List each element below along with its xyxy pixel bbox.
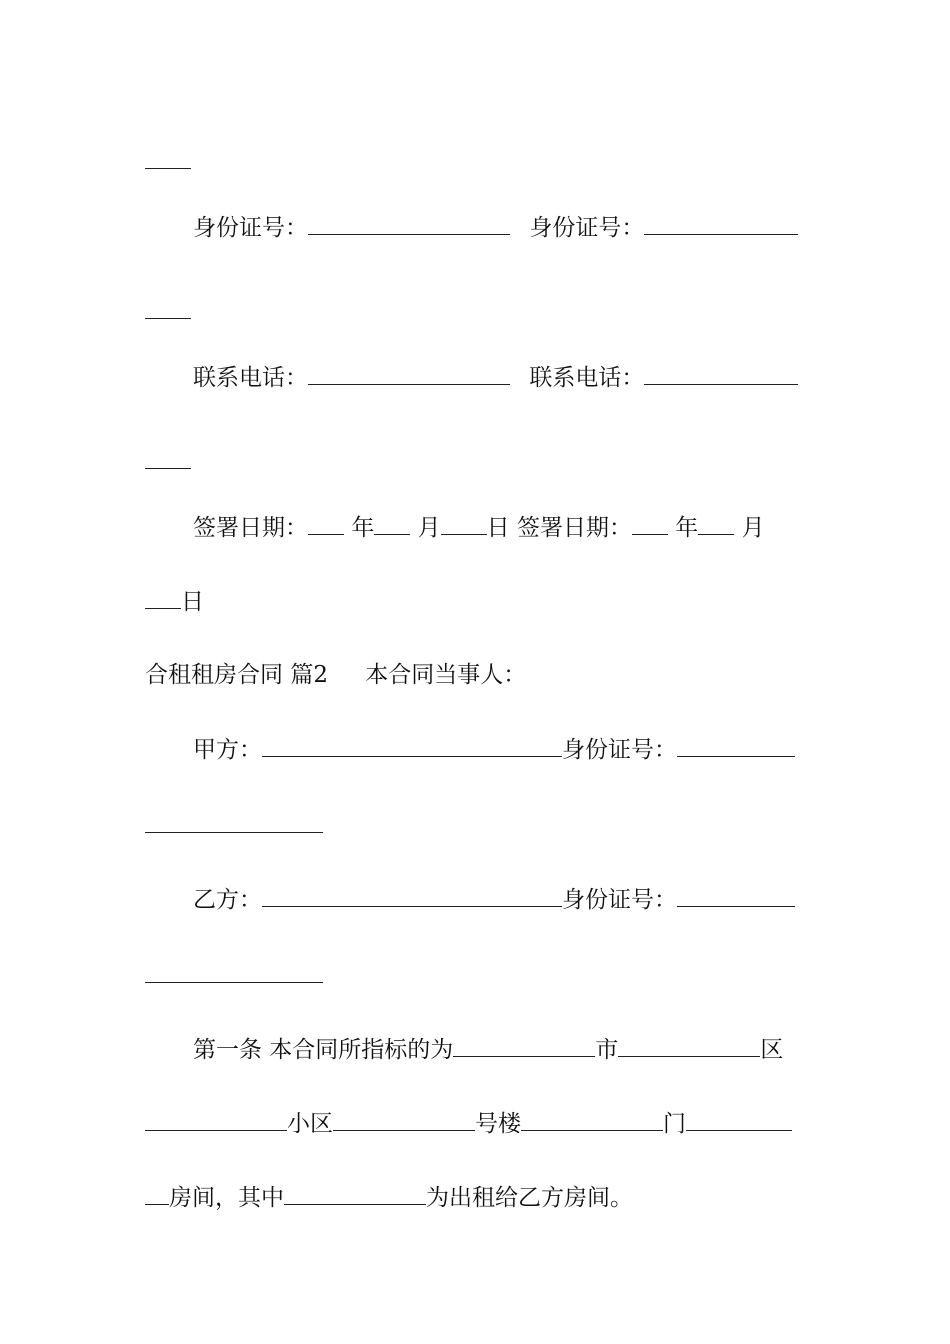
blank-field[interactable]	[145, 144, 191, 169]
day-field-b[interactable]	[145, 584, 181, 609]
month-field-b[interactable]	[698, 510, 734, 535]
party-b-id-continuation	[145, 958, 323, 992]
section-heading	[145, 658, 526, 692]
blank-field[interactable]	[145, 958, 323, 983]
community-label: 小区	[287, 1111, 333, 1137]
year-label: 年	[675, 515, 699, 541]
month-label: 月	[417, 515, 441, 541]
contract-title: 合租租房合同	[145, 662, 283, 688]
article-1-row-3	[145, 1180, 633, 1214]
id-number-field-b[interactable]	[644, 210, 798, 235]
sign-date-label-b: 签署日期：	[516, 515, 632, 541]
id-number-field-a[interactable]	[308, 210, 510, 235]
room-field[interactable]	[686, 1106, 792, 1131]
phone-label-b: 联系电话：	[529, 365, 645, 391]
parties-label: 本合同当事人：	[365, 662, 527, 688]
city-field[interactable]	[453, 1032, 595, 1057]
day-field-a[interactable]	[441, 510, 487, 535]
party-b-id-field[interactable]	[677, 882, 795, 907]
article-1-row-2	[145, 1106, 792, 1140]
rental-room-field[interactable]	[284, 1180, 426, 1205]
building-label: 号楼	[475, 1111, 521, 1137]
phone-field-b[interactable]	[644, 360, 798, 385]
blank-field[interactable]	[145, 444, 191, 469]
continuation-blank-1	[145, 144, 191, 178]
section-number: 篇2	[290, 662, 328, 688]
building-field[interactable]	[333, 1106, 475, 1131]
id-number-label-b: 身份证号：	[529, 215, 645, 241]
district-field[interactable]	[618, 1032, 760, 1057]
community-field[interactable]	[145, 1106, 287, 1131]
party-a-id-label: 身份证号：	[562, 737, 677, 763]
year-field-b[interactable]	[632, 510, 668, 535]
unit-field[interactable]	[521, 1106, 663, 1131]
blank-field[interactable]	[145, 808, 323, 833]
month-field-a[interactable]	[374, 510, 410, 535]
party-a-label: 甲方：	[193, 737, 262, 763]
phone-field-a[interactable]	[308, 360, 510, 385]
unit-label: 门	[663, 1111, 686, 1137]
party-a-row	[193, 732, 795, 766]
party-b-label: 乙方：	[193, 887, 262, 913]
party-b-id-label: 身份证号：	[562, 887, 677, 913]
room-label: 房间，其中	[169, 1185, 284, 1211]
day-label: 日	[486, 515, 510, 541]
party-a-id-continuation	[145, 808, 323, 842]
day-label: 日	[181, 589, 204, 615]
party-b-name-field[interactable]	[262, 882, 562, 907]
rental-tail-text: 为出租给乙方房间。	[426, 1185, 633, 1211]
phone-row	[193, 360, 798, 394]
id-number-label-a: 身份证号：	[193, 215, 308, 241]
article-1-text: 第一条 本合同所指标的为	[193, 1037, 454, 1063]
sign-date-label-a: 签署日期：	[193, 515, 308, 541]
article-1-row-1	[193, 1032, 783, 1066]
month-label: 月	[741, 515, 765, 541]
party-a-name-field[interactable]	[262, 732, 562, 757]
room-field-continuation[interactable]	[145, 1180, 169, 1205]
sign-date-row	[193, 510, 765, 544]
party-a-id-field[interactable]	[677, 732, 795, 757]
continuation-blank-3	[145, 444, 191, 478]
year-label: 年	[351, 515, 375, 541]
id-number-row	[193, 210, 798, 244]
phone-label-a: 联系电话：	[193, 365, 308, 391]
party-b-row	[193, 882, 795, 916]
year-field-a[interactable]	[308, 510, 344, 535]
continuation-blank-2	[145, 294, 191, 328]
district-label: 区	[760, 1037, 784, 1063]
blank-field[interactable]	[145, 294, 191, 319]
day-continuation-row	[145, 584, 204, 618]
city-label: 市	[595, 1037, 619, 1063]
